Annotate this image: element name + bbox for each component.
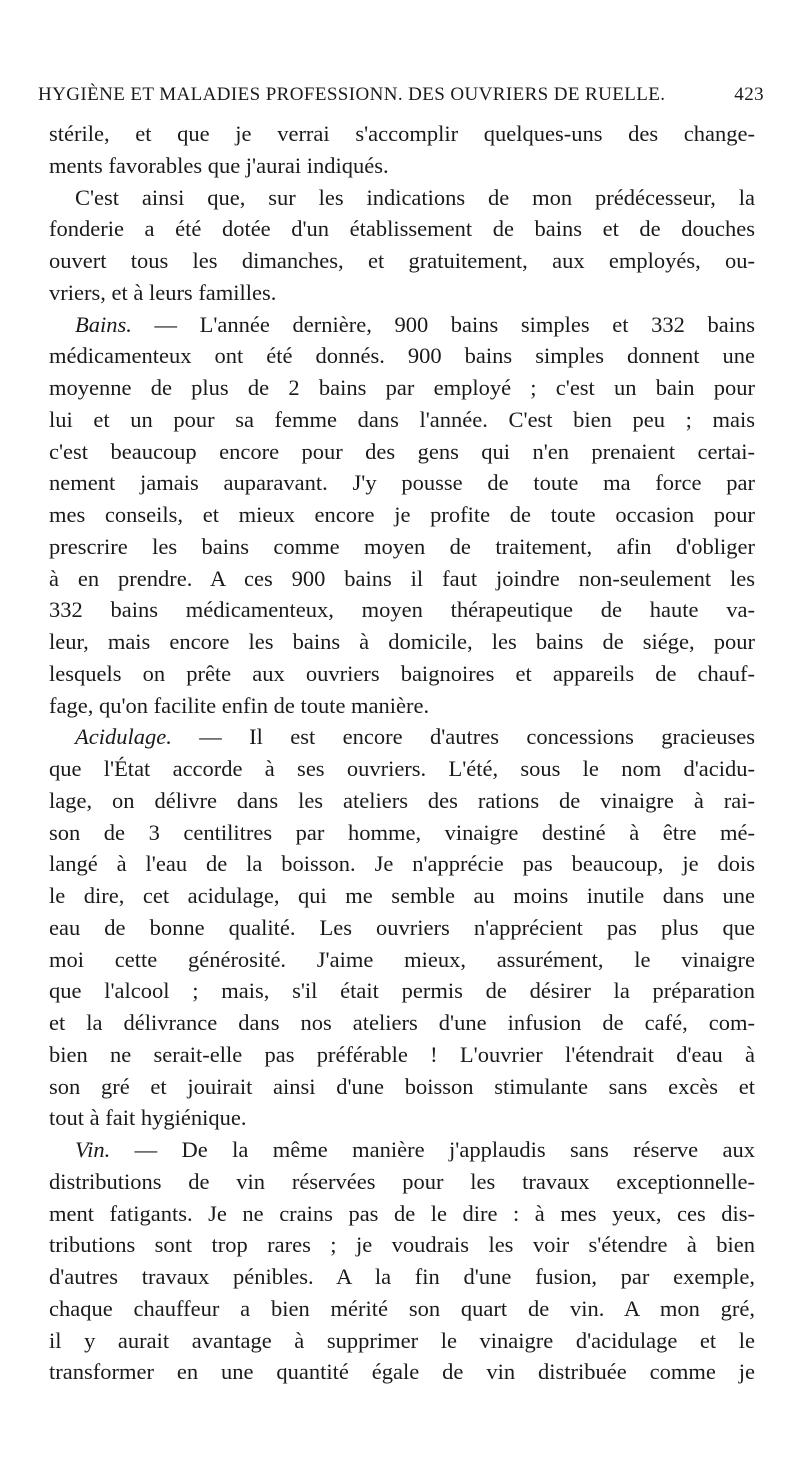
running-head-title: HYGIÈNE ET MALADIES PROFESSIONN. DES OUVRIERS DE RUELLE. — [38, 84, 666, 105]
run-in-heading-acidulage: Acidulage. — [75, 724, 172, 750]
text-line: vriers, et à leurs familles. — [49, 279, 277, 305]
text-line: transformer en une quantité égale de vin distribuée comme je — [49, 1359, 755, 1385]
text-line: tout à fait hygiénique. — [49, 1105, 247, 1131]
text-line: ments favorables que j'aurai indiqués. — [49, 152, 389, 178]
text-line: fonderie a été dotée d'un établissement de bains et de douches — [49, 216, 755, 242]
text-line: lesquels on prête aux ouvriers baignoires et appareils de chauf- — [49, 660, 755, 686]
text-line: tributions sont trop rares ; je voudrais les voir s'étendre à bien — [49, 1232, 755, 1258]
text-line: son de 3 centilitres par homme, vinaigre destiné à être mé- — [49, 819, 755, 845]
text-line: distributions de vin réservées pour les travaux exceptionnelle- — [49, 1168, 755, 1194]
text-line: chaque chauffeur a bien mérité son quart de vin. A mon gré, — [49, 1295, 755, 1321]
paragraph-vin-first-line — [49, 1134, 755, 1166]
text-line: prescrire les bains comme moyen de traitement, afin d'obliger — [49, 533, 755, 559]
text-line: leur, mais encore les bains à domicile, les bains de siége, pour — [49, 629, 755, 654]
body-text — [49, 118, 755, 1388]
text-line: lage, on délivre dans les ateliers des rations de vinaigre à rai- — [49, 787, 755, 813]
text-line: — L'année dernière, 900 bains simples et 332 bains — [154, 311, 756, 337]
text-line: que l'État accorde à ses ouvriers. L'été, sous le nom d'acidu- — [49, 756, 755, 781]
text-line: et la délivrance dans nos ateliers d'une infusion de café, com- — [49, 1010, 755, 1035]
text-line: son gré et jouirait ainsi d'une boisson stimulante sans excès et — [49, 1073, 755, 1099]
text-line: mes conseils, et mieux encore je profite de toute occasion pour — [49, 502, 755, 527]
text-line: ment fatigants. Je ne crains pas de le dire : à mes yeux, ces dis- — [49, 1200, 755, 1226]
text-line: à en prendre. A ces 900 bains il faut joindre non-seulement les — [49, 565, 755, 591]
text-line: — De la même manière j'applaudis sans réserve aux — [134, 1137, 755, 1162]
text-line: nement jamais auparavant. J'y pousse de toute ma force par — [49, 470, 755, 496]
text-line: langé à l'eau de la boisson. Je n'apprécie pas beaucoup, je dois — [49, 851, 755, 877]
text-line: lui et un pour sa femme dans l'année. C'est bien peu ; mais — [49, 406, 755, 432]
text-line: fage, qu'on facilite enfin de toute manière. — [49, 692, 430, 718]
running-head — [38, 84, 764, 114]
run-in-heading-bains: Bains. — [75, 311, 132, 337]
text-line: C'est ainsi que, sur les indications de mon prédécesseur, la — [75, 184, 755, 210]
text-line: le dire, cet acidulage, qui me semble au moins inutile dans une — [49, 883, 755, 908]
text-line: ouvert tous les dimanches, et gratuitement, aux employés, ou- — [49, 248, 755, 273]
text-line: d'autres travaux pénibles. A la fin d'une fusion, par exemple, — [49, 1264, 755, 1289]
page-number: 423 — [734, 84, 764, 105]
text-line: il y aurait avantage à supprimer le vinaigre d'acidulage et le — [49, 1327, 755, 1353]
text-line: moyenne de plus de 2 bains par employé ; c'est un bain pour — [49, 375, 755, 400]
text-line: — Il est encore d'autres concessions gracieuses — [199, 724, 755, 750]
text-line: eau de bonne qualité. Les ouvriers n'apprécient pas plus que — [49, 914, 755, 940]
run-in-heading-vin: Vin. — [75, 1137, 111, 1162]
text-line: médicamenteux ont été donnés. 900 bains simples donnent une — [49, 343, 755, 369]
paragraph-bains-first-line — [49, 309, 755, 341]
paragraph-acidulage-first-line — [49, 721, 755, 753]
text-line: 332 bains médicamenteux, moyen thérapeutique de haute va- — [49, 597, 755, 623]
text-line: que l'alcool ; mais, s'il était permis de désirer la préparation — [49, 978, 755, 1004]
text-line: bien ne serait-elle pas préférable ! L'ouvrier l'étendrait d'eau à — [49, 1041, 755, 1067]
text-line: c'est beaucoup encore pour des gens qui n'en prenaient certai- — [49, 438, 755, 464]
text-line: moi cette générosité. J'aime mieux, assurément, le vinaigre — [49, 946, 755, 972]
text-line: stérile, et que je verrai s'accomplir quelques-uns des change- — [49, 121, 755, 146]
